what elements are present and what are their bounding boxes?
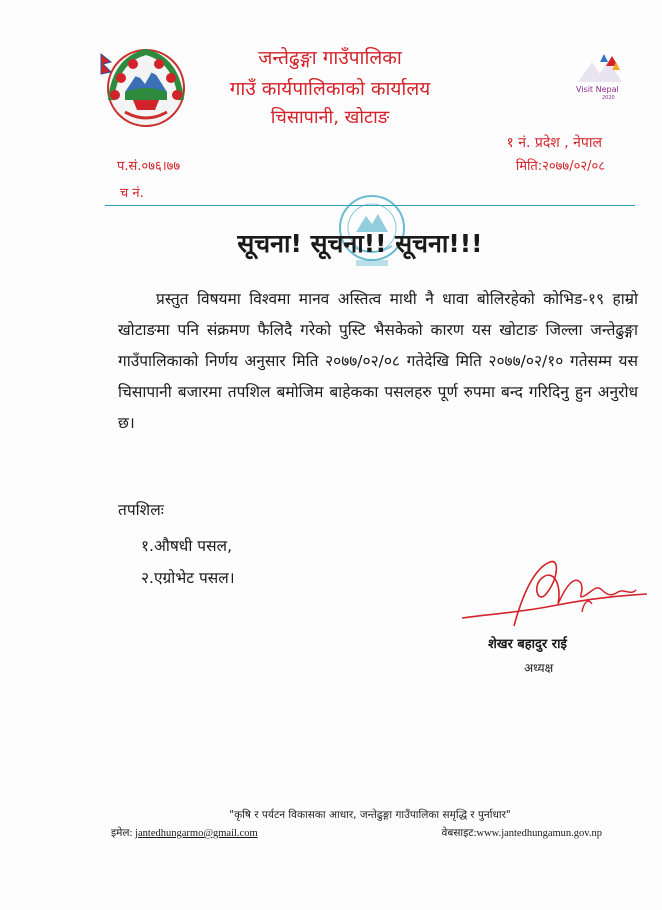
list-item: १.औषधी पसल, [141,537,232,555]
visit-logo-text: Visit Nepal [576,85,619,94]
municipality-name: जन्तेढुङ्गा गाउँपालिका [258,47,402,69]
letter-date: मिति:२०७७/०२/०८ [515,159,605,174]
visit-logo-year: 2020 [602,95,615,100]
province-text: १ नं. प्रदेश , नेपाल [506,135,602,151]
reference-number: प.सं.०७६।७७ [117,159,181,174]
office-name: गाउँ कार्यपालिकाको कार्यालय [229,78,431,100]
dispatch-number: च नं. [120,186,144,201]
notice-body [118,284,638,439]
signer-name: शेखर बहादुर राई [488,637,567,652]
email-link[interactable]: jantedhungarmo@gmail.com [135,828,258,839]
notice-body-text: प्रस्तुत विषयमा विश्वमा मानव अस्तित्व माथी नै धावा बोलिरहेको कोभिड-१९ हाम्रो खोटाङमा पनि संक्रमण फैलिदै गरेको पुस्टि भैसकेको कारण यस खोटाङ जिल्ला जन्तेढुङ्गा गाउँपालिकाको निर्णय अनुसार मिति २०७७/०२/०८ गतेदेखि मिति २०७७/०२/१० गतेसम्म यस चिसापानी बजारमा तपशिल बमोजिम बाहेकका पसलहरु पूर्ण रुपमा बन्द गरिदिनु हुन अनुरोध छ। [118,290,638,432]
notice-title: सूचना! सूचना!! सूचना!!! [237,229,483,258]
list-item: २.एग्रोभेट पसल। [141,569,235,587]
office-address: चिसापानी, खोटाङ [270,107,390,128]
visit-nepal-logo [572,52,626,100]
signer-title: अध्यक्ष [524,661,554,675]
footer-website[interactable]: वेबसाइट:www.jantedhungamun.gov.np [441,828,602,839]
email-label: इमेल: [111,828,133,839]
footer-email [111,826,258,840]
footer-slogan: "कृषि र पर्यटन विकासका आधार, जन्तेढुङ्गा गाउँपालिका समृद्धि र पुर्नाधार" [229,809,511,821]
nepal-emblem-icon [95,40,197,130]
list-heading: तपशिलः [118,501,164,519]
